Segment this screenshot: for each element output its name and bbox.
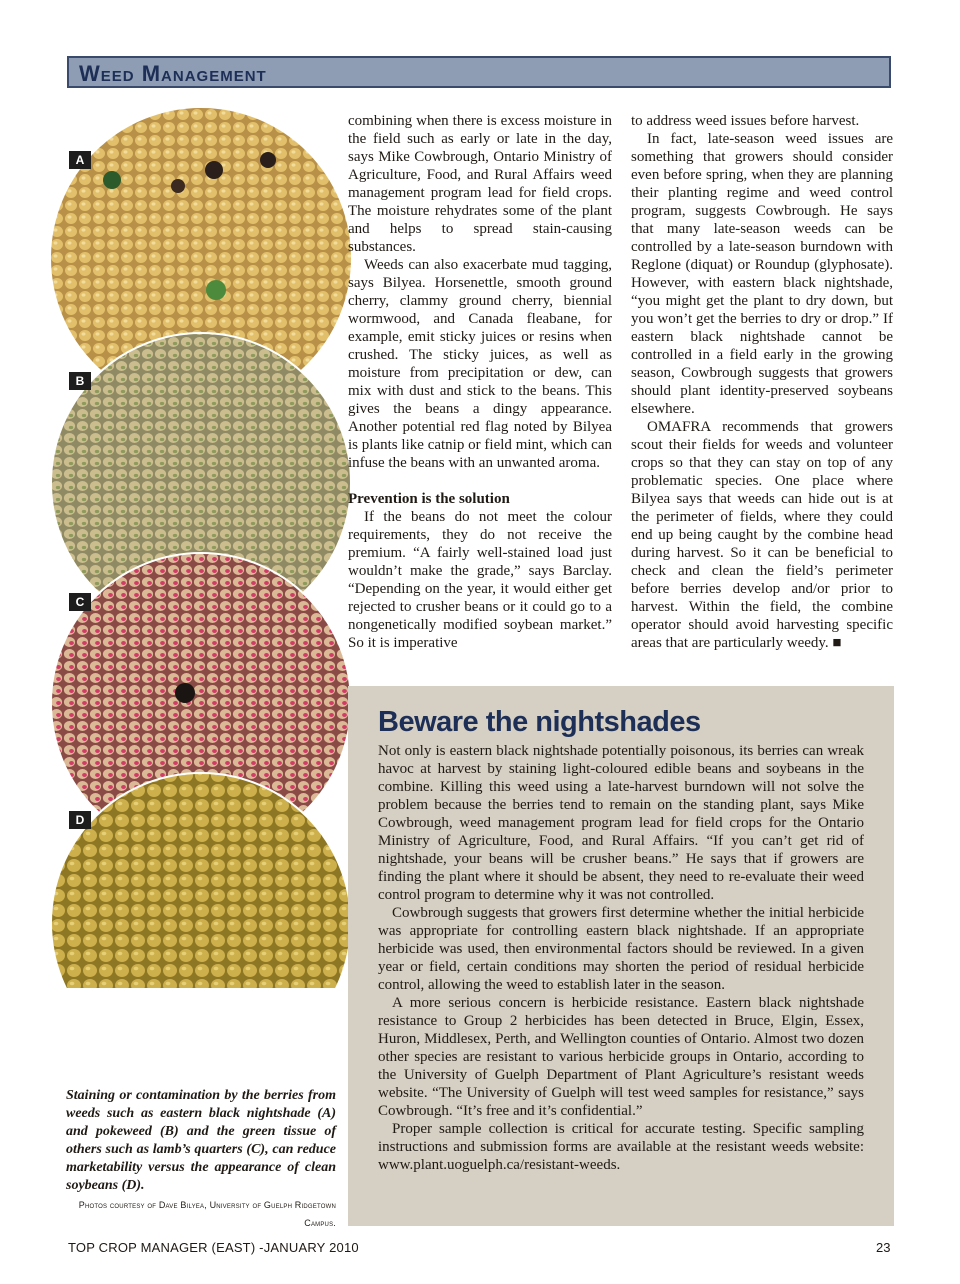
article-paragraph bbox=[631, 418, 893, 652]
green-berry bbox=[103, 171, 121, 189]
page-number: 23 bbox=[876, 1240, 891, 1255]
footer-publication: TOP CROP MANAGER (EAST) -JANUARY 2010 bbox=[68, 1240, 359, 1255]
article-paragraph: combining when there is excess moisture in the field such as early or late in the day, says Mike Cowbrough, Ontario Ministry of Agriculture, Food, and Rural Affairs weed management program lead for field crops. The moisture rehydrates some of the plant and helps to spread stain-causing substances. bbox=[348, 113, 612, 255]
article-paragraph: to address weed issues before harvest. bbox=[631, 113, 860, 129]
black-berry bbox=[171, 179, 185, 193]
photo-label-b: B bbox=[69, 372, 91, 390]
sidebar-title: Beware the nightshades bbox=[378, 706, 701, 738]
article-paragraph: If the beans do not meet the colour requirements, they do not receive the premium. “A fairly well-stained load just wouldn’t make the grade,” says Barclay. “Depending on the year, it would either get rejected to crusher beans or it could go to a nongenetically modified soybean market.” So it is imperative bbox=[348, 509, 612, 651]
article-paragraph-text: OMAFRA recommends that growers scout their fields for weeds and volunteer crops so that they can stay on top of any problematic species. One place where Bilyea says that weeds can hide out is at the perimeter of fields, where they could end up being caught by the combine head during harvest. So it can be beneficial to check and clean the field’s perimeter before berries develop and/or prior to harvest. Within the field, the combine operator should avoid harvesting specific areas that are particularly weedy. bbox=[631, 419, 893, 651]
sidebar-paragraph: A more serious concern is herbicide resistance. Eastern black nightshade resistance to Group 2 herbicides has been detected in Bruce, Elgin, Essex, Huron, Middlesex, Perth, and Wellington counties of Ontario. Almost two dozen other species are resistant to various herbicide groups in Ontario, according to the University of Guelph Department of Plant Agriculture’s resistant weeds website. “The University of Guelph will test weed samples for resistance,” says Cowbrough. “It’s free and it’s confidential.” bbox=[378, 995, 864, 1119]
sidebar-paragraph: Cowbrough suggests that growers first determine whether the initial herbicide was appropriate for controlling eastern black nightshade. If an appropriate herbicide was used, then environmental factors should be reviewed. In a given year or field, certain conditions may shorten the period of residual herbicide control, allowing the weed to establish later in the season. bbox=[378, 905, 864, 993]
photo-caption: Staining or contamination by the berries from weeds such as eastern black nightshade (A) and pokeweed (B) and the green tissue of others such as lamb’s quarters (C), can reduce marketability versus the appearance of clean soybeans (D). bbox=[66, 1088, 336, 1193]
photo-label-d: D bbox=[69, 811, 91, 829]
black-berry bbox=[260, 152, 276, 168]
article-column-1 bbox=[348, 112, 612, 652]
photo-stack bbox=[50, 108, 352, 988]
section-banner bbox=[67, 56, 891, 88]
photo-credit: Photos courtesy of Dave Bilyea, University of Guelph Ridgetown Campus. bbox=[78, 1200, 336, 1228]
article-paragraph: In fact, late-season weed issues are something that growers should consider even before spring, when they are planning their planting regime and weed control program, suggests Cowbrough. He says that many late-season weeds can be controlled by a late-season burndown with Reglone (diquat) or Roundup (glyphosate). However, with eastern black nightshade, “you might get the plant to dry down, but you won’t get the berries to dry or drop.” If eastern black nightshade cannot be controlled in a field early in the growing season, Cowbrough suggests that growers should plant identity-preserved soybeans elsewhere. bbox=[631, 131, 893, 417]
article-column-2 bbox=[631, 112, 893, 652]
bean-photos bbox=[50, 108, 352, 988]
sidebar-paragraph: Not only is eastern black nightshade potentially poisonous, its berries can wreak havoc at harvest by staining light-coloured edible beans and soybeans in the combine. Killing this weed using a late-harvest burndown will not solve the problem because the berries tend to remain on the standing plant, says Mike Cowbrough, weed management program lead for field crops for the Ontario Ministry of Agriculture, Food, and Rural Affairs. “If you can’t get rid of nightshade, your beans will be crusher beans.” He says that if growers are finding the plant where it should be absent, they need to re-evaluate their weed control program to determine why it was not controlled. bbox=[378, 743, 864, 903]
sidebar-box bbox=[348, 686, 894, 1226]
photo-label-a: A bbox=[69, 151, 91, 169]
sidebar-body bbox=[378, 742, 864, 1174]
black-berry bbox=[205, 161, 223, 179]
green-berry bbox=[206, 280, 226, 300]
article-subhead: Prevention is the solution bbox=[348, 491, 510, 507]
article-paragraph: Weeds can also exacerbate mud tagging, says Bilyea. Horsenettle, smooth ground cherry, clammy ground cherry, biennial wormwood, and Canada fleabane, for example, emit sticky juices or resins when crushed. The sticky juices, as well as moisture from precipitation or dew, can mix with dust and stick to the beans. This gives the beans a dingy appearance. Another potential red flag noted by Bilyea is plants like catnip or field mint, which can infuse the beans with an unwanted aroma. bbox=[348, 257, 612, 471]
end-mark: ■ bbox=[832, 635, 842, 651]
black-berry bbox=[175, 683, 195, 703]
sidebar-paragraph: Proper sample collection is critical for accurate testing. Specific sampling instructions and submission forms are available at the resistant weeds website: www.plant.uoguelph.ca/resistant-weeds. bbox=[378, 1121, 864, 1173]
photo-label-c: C bbox=[69, 593, 91, 611]
section-title: Weed Management bbox=[79, 61, 267, 86]
